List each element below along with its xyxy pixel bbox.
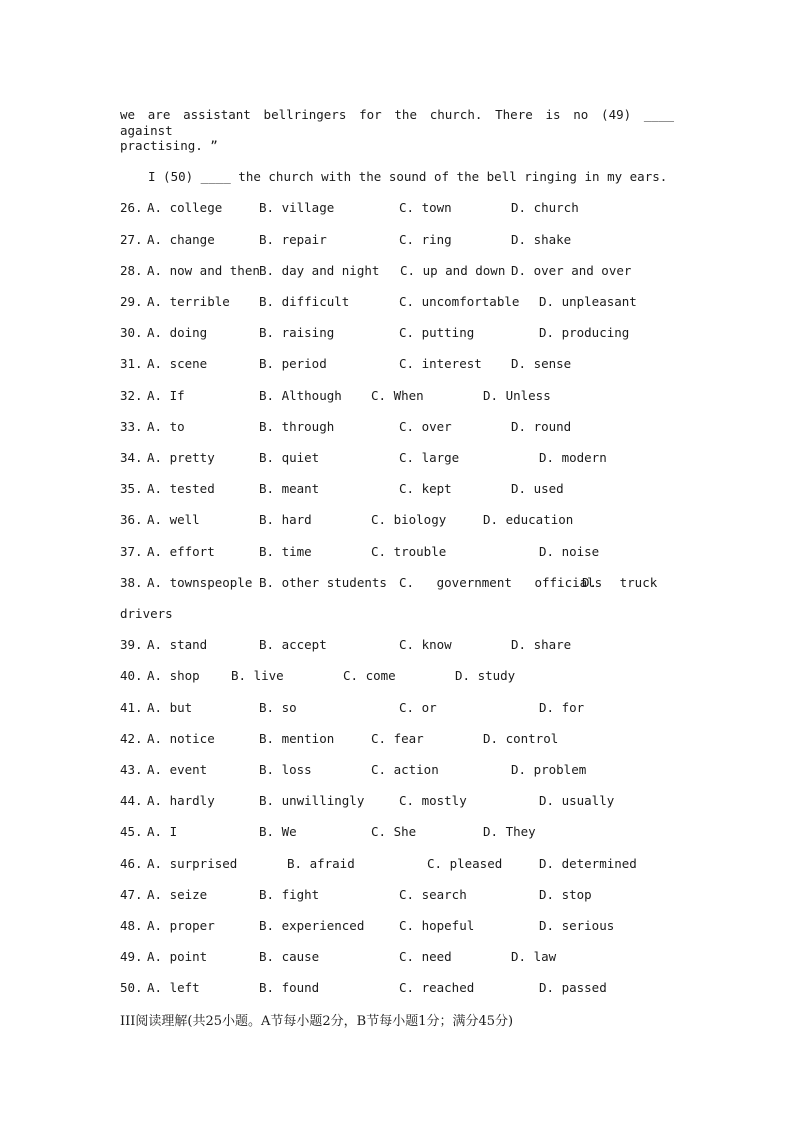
question-row — [120, 824, 680, 840]
option-b: B. other students — [259, 575, 387, 590]
option-d: D. education — [483, 512, 574, 527]
question-number: 34. — [120, 450, 143, 465]
option-a: A. seize — [147, 887, 208, 902]
question-number: 33. — [120, 419, 143, 434]
option-a: A. point — [147, 949, 208, 964]
option-d: D. shake — [511, 232, 572, 247]
option-d: D. determined — [539, 856, 637, 871]
option-d: D. share — [511, 637, 572, 652]
section-heading: III阅读理解(共25小题。A节每小题2分，B节每小题1分；满分45分) — [120, 1014, 514, 1029]
option-c: C. reached — [399, 980, 475, 995]
question-row — [120, 263, 680, 279]
question-row — [120, 294, 680, 310]
question-row — [120, 200, 680, 216]
option-c: C. government officials — [399, 575, 603, 590]
question-number: 45. — [120, 824, 143, 839]
option-c: C. interest — [399, 356, 482, 371]
option-d: D. They — [483, 824, 536, 839]
question-number: 36. — [120, 512, 143, 527]
option-c: C. pleased — [427, 856, 503, 871]
option-d: D. serious — [539, 918, 615, 933]
option-b: B. through — [259, 419, 335, 434]
option-c: C. hopeful — [399, 918, 475, 933]
option-d: D. noise — [539, 544, 600, 559]
option-b: B. found — [259, 980, 320, 995]
option-a: A. If — [147, 388, 185, 403]
question-row — [120, 481, 680, 497]
question-row — [120, 980, 680, 996]
question-row — [120, 450, 680, 466]
question-row — [120, 419, 680, 435]
option-a: A. well — [147, 512, 200, 527]
option-a: A. college — [147, 200, 223, 215]
question-number: 39. — [120, 637, 143, 652]
option-d: D. for — [539, 700, 585, 715]
question-row — [120, 856, 680, 872]
option-c: C. over — [399, 419, 452, 434]
option-c: C. She — [371, 824, 417, 839]
option-d: D. control — [483, 731, 559, 746]
option-b: B. time — [259, 544, 312, 559]
option-c: C. know — [399, 637, 452, 652]
option-d: D. producing — [539, 325, 630, 340]
option-b: B. village — [259, 200, 335, 215]
question-number: 28. — [120, 263, 143, 278]
option-a: A. scene — [147, 356, 208, 371]
question-number: 49. — [120, 949, 143, 964]
option-a: A. left — [147, 980, 200, 995]
option-a: A. terrible — [147, 294, 230, 309]
option-d: D. law — [511, 949, 557, 964]
option-c: C. come — [343, 668, 396, 683]
question-row — [120, 232, 680, 248]
option-c: C. need — [399, 949, 452, 964]
option-a: A. tested — [147, 481, 215, 496]
option-b: B. loss — [259, 762, 312, 777]
question-number: 50. — [120, 980, 143, 995]
question-row — [120, 668, 680, 684]
question-number: 29. — [120, 294, 143, 309]
option-a: A. event — [147, 762, 208, 777]
question-number: 46. — [120, 856, 143, 871]
option-c: C. large — [399, 450, 460, 465]
question-row — [120, 793, 680, 809]
question-number: 47. — [120, 887, 143, 902]
option-a: A. but — [147, 700, 193, 715]
question-number: 32. — [120, 388, 143, 403]
option-d: D. over and over — [511, 263, 632, 278]
option-b: B. unwillingly — [259, 793, 365, 808]
option-b: B. so — [259, 700, 297, 715]
option-b: B. Although — [259, 388, 342, 403]
option-b: B. afraid — [287, 856, 355, 871]
option-b: B. raising — [259, 325, 335, 340]
option-a: A. pretty — [147, 450, 215, 465]
question-number: 44. — [120, 793, 143, 808]
option-d: D. unpleasant — [539, 294, 637, 309]
option-c: C. ring — [399, 232, 452, 247]
option-d: D. study — [455, 668, 516, 683]
option-b: B. quiet — [259, 450, 320, 465]
option-a: A. stand — [147, 637, 208, 652]
option-d: D. stop — [539, 887, 592, 902]
option-b: B. meant — [259, 481, 320, 496]
question-row — [120, 887, 680, 903]
option-c: C. up and down — [400, 263, 506, 278]
question-number: 48. — [120, 918, 143, 933]
passage-line: I (50) ____ the church with the sound of the bell ringing in my ears. — [148, 169, 668, 184]
option-c: C. or — [399, 700, 437, 715]
option-c: C. putting — [399, 325, 475, 340]
option-a: A. to — [147, 419, 185, 434]
question-number: 41. — [120, 700, 143, 715]
question-row — [120, 512, 680, 528]
question-number: 30. — [120, 325, 143, 340]
question-row — [120, 949, 680, 965]
question-row — [120, 762, 680, 778]
question-number: 38. — [120, 575, 143, 590]
option-b: B. We — [259, 824, 297, 839]
option-d: D. truck — [582, 575, 658, 590]
passage-line: practising. ” — [120, 138, 218, 153]
question-row — [120, 918, 680, 934]
option-d: D. usually — [539, 793, 615, 808]
option-c: C. action — [371, 762, 439, 777]
question-number: 26. — [120, 200, 143, 215]
question-number: 31. — [120, 356, 143, 371]
option-c: C. town — [399, 200, 452, 215]
option-b: B. repair — [259, 232, 327, 247]
passage-line: we are assistant bellringers for the church. There is no (49) ____ against — [120, 107, 674, 138]
option-a: A. change — [147, 232, 215, 247]
option-a: A. doing — [147, 325, 208, 340]
option-b: B. accept — [259, 637, 327, 652]
question-number: 37. — [120, 544, 143, 559]
option-d: D. used — [511, 481, 564, 496]
question-number: 43. — [120, 762, 143, 777]
question-row — [120, 544, 680, 560]
question-row — [120, 731, 680, 747]
option-c: C. When — [371, 388, 424, 403]
option-b: B. period — [259, 356, 327, 371]
option-c: C. trouble — [371, 544, 447, 559]
question-wrap-line: drivers — [120, 606, 173, 621]
option-b: B. day and night — [259, 263, 380, 278]
option-a: A. I — [147, 824, 178, 839]
option-c: C. fear — [371, 731, 424, 746]
option-b: B. fight — [259, 887, 320, 902]
option-a: A. notice — [147, 731, 215, 746]
option-d: D. Unless — [483, 388, 551, 403]
option-a: A. townspeople — [147, 575, 253, 590]
option-a: A. proper — [147, 918, 215, 933]
option-b: B. cause — [259, 949, 320, 964]
question-row — [120, 637, 680, 653]
question-row — [120, 356, 680, 372]
option-a: A. surprised — [147, 856, 238, 871]
question-row — [120, 575, 680, 591]
option-a: A. now and then — [147, 263, 260, 278]
question-row — [120, 388, 680, 404]
option-c: C. uncomfortable — [399, 294, 520, 309]
option-d: D. round — [511, 419, 572, 434]
question-number: 42. — [120, 731, 143, 746]
option-d: D. church — [511, 200, 579, 215]
option-d: D. sense — [511, 356, 572, 371]
option-b: B. experienced — [259, 918, 365, 933]
option-a: A. hardly — [147, 793, 215, 808]
option-c: C. biology — [371, 512, 447, 527]
question-number: 40. — [120, 668, 143, 683]
option-d: D. problem — [511, 762, 587, 777]
option-d: D. passed — [539, 980, 607, 995]
question-row — [120, 325, 680, 341]
option-b: B. mention — [259, 731, 335, 746]
option-d: D. modern — [539, 450, 607, 465]
option-c: C. mostly — [399, 793, 467, 808]
option-a: A. shop — [147, 668, 200, 683]
option-b: B. live — [231, 668, 284, 683]
option-b: B. hard — [259, 512, 312, 527]
option-b: B. difficult — [259, 294, 350, 309]
question-number: 35. — [120, 481, 143, 496]
option-c: C. kept — [399, 481, 452, 496]
option-a: A. effort — [147, 544, 215, 559]
question-row — [120, 700, 680, 716]
question-number: 27. — [120, 232, 143, 247]
option-c: C. search — [399, 887, 467, 902]
